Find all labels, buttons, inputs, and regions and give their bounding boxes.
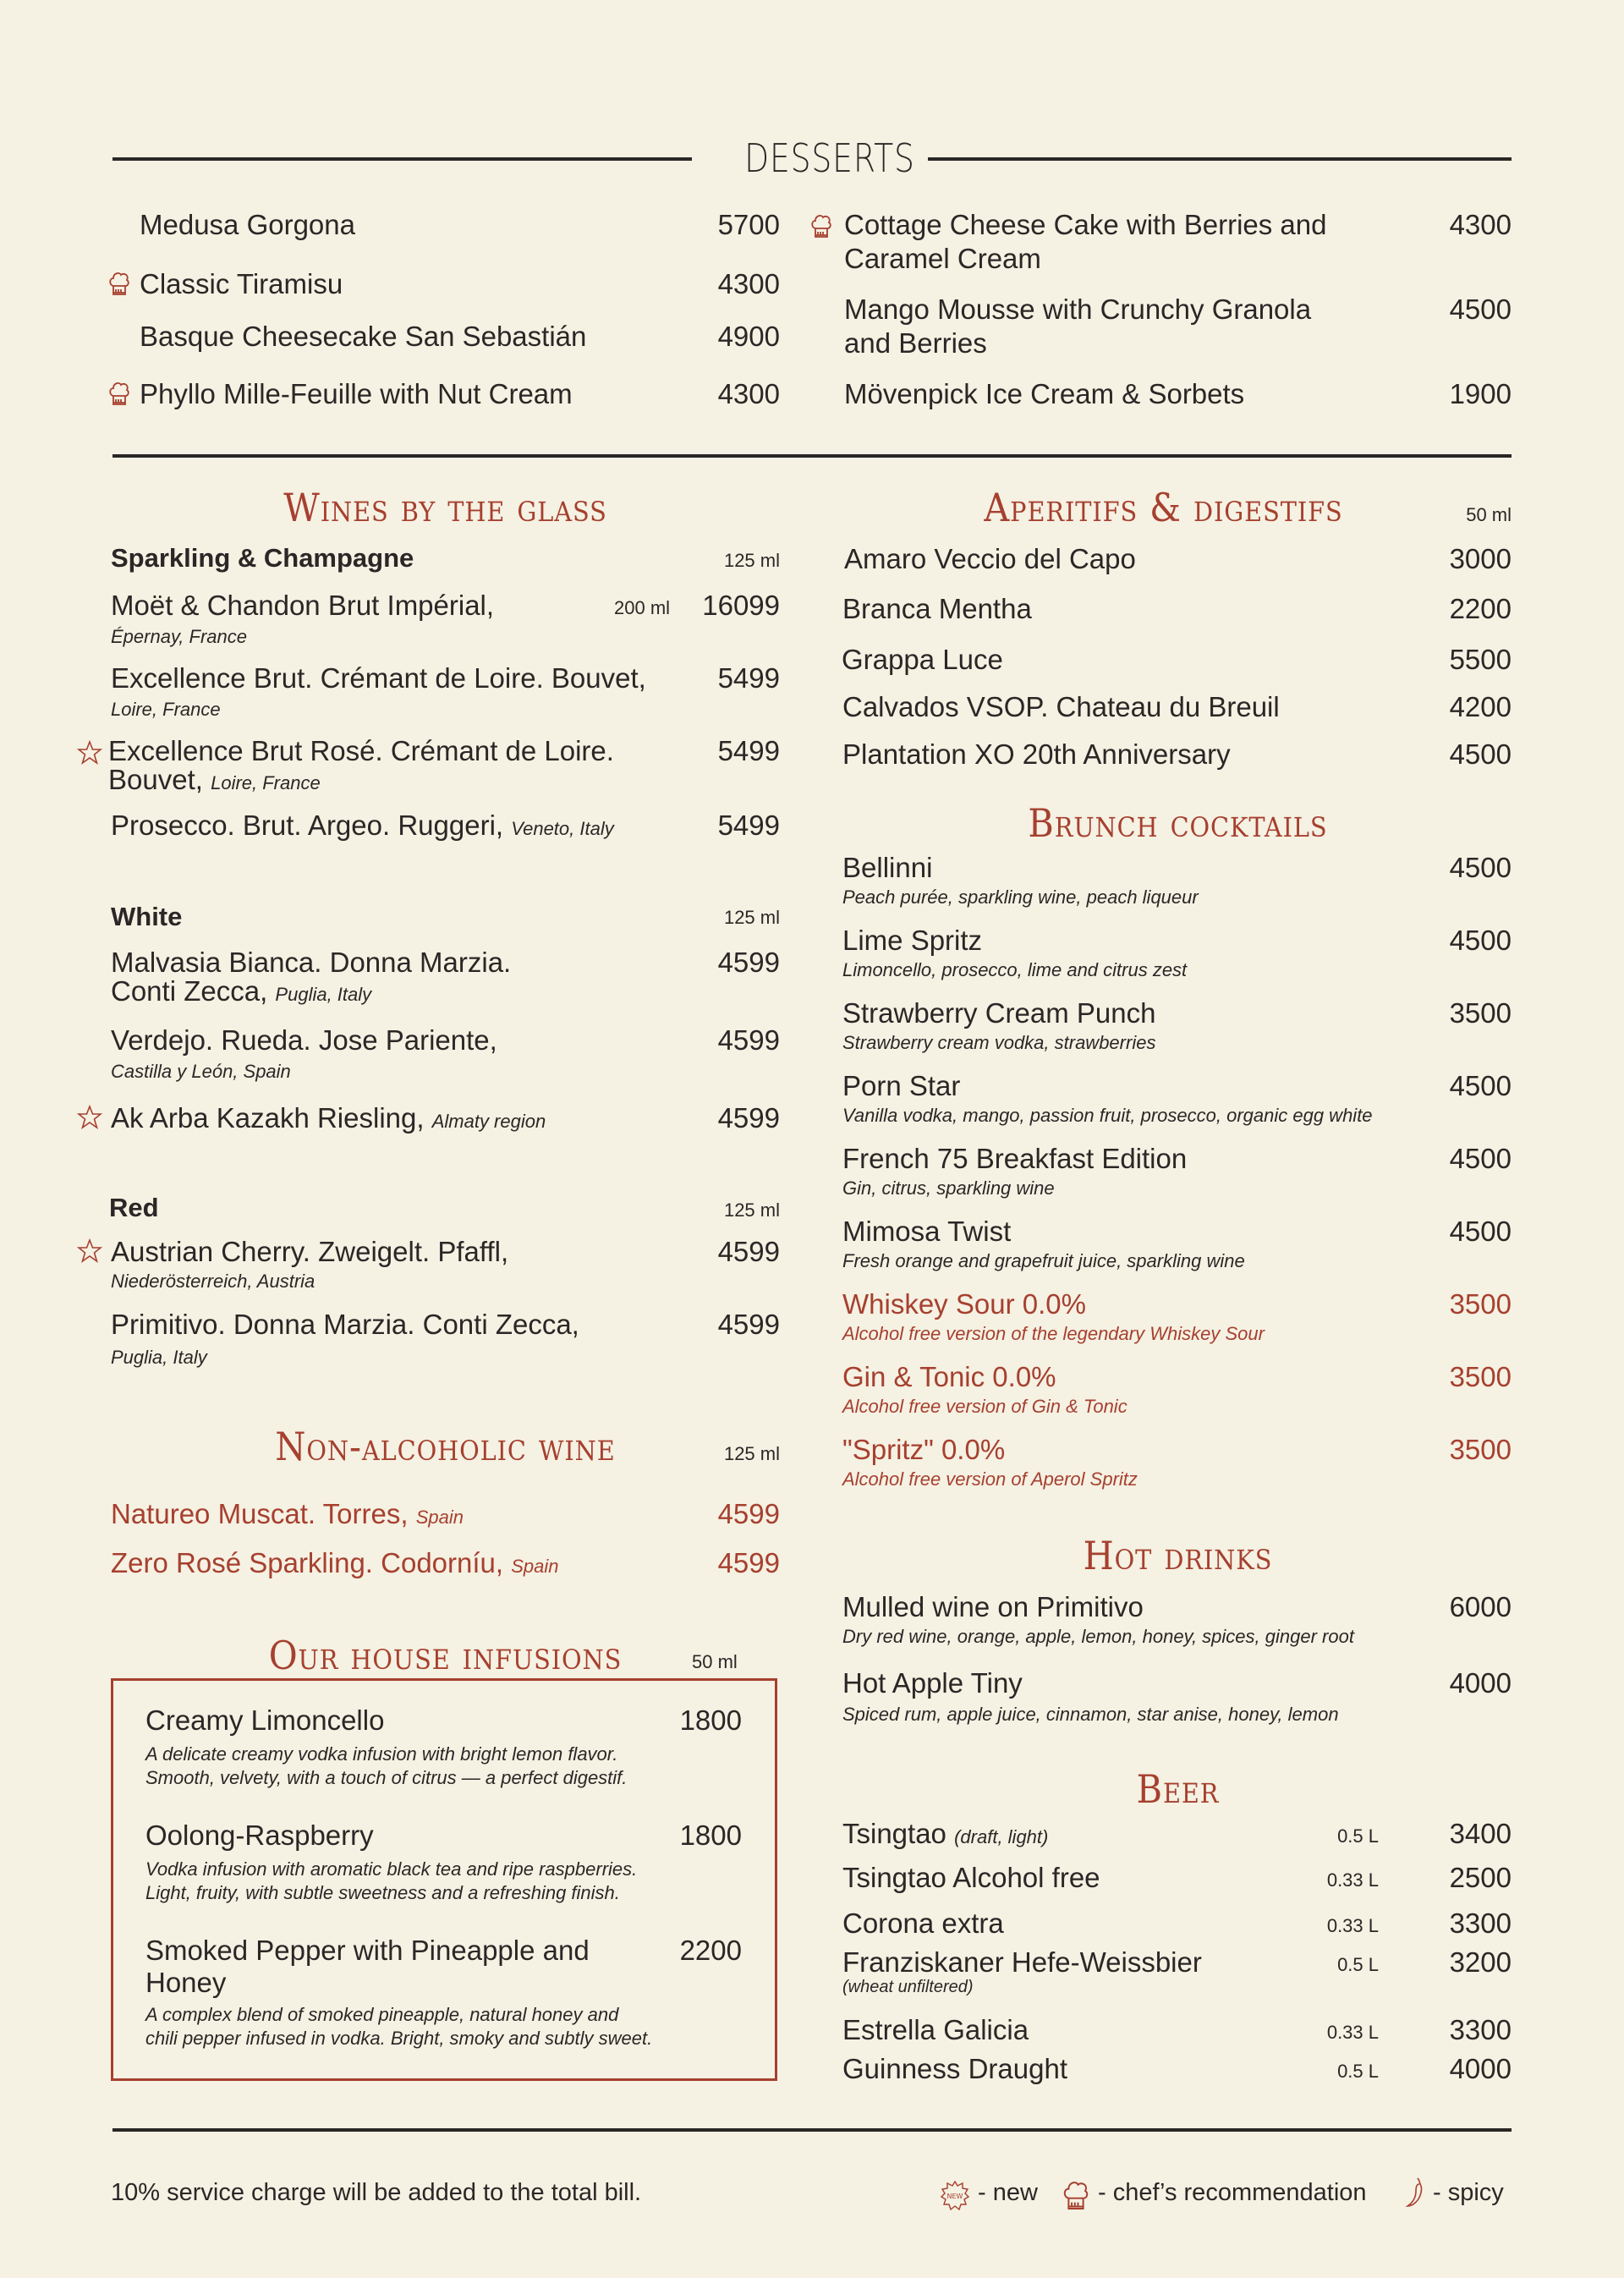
cocktail-desc: Alcohol free version of Gin & Tonic [842, 1396, 1127, 1417]
dessert-name-line2: Caramel Cream [844, 243, 1041, 274]
cocktail-desc: Peach purée, sparkling wine, peach liqueur [842, 886, 1199, 908]
infusion-desc: A complex blend of smoked pineapple, natural honey and [145, 2004, 619, 2025]
non-alcoholic-volume: 125 ml [723, 1443, 780, 1464]
aperitif-price: 4500 [1449, 738, 1512, 770]
hot-drink-name: Hot Apple Tiny [842, 1667, 1023, 1699]
white-heading: White [111, 902, 183, 931]
wine-name: Austrian Cherry. Zweigelt. Pfaffl, [111, 1236, 509, 1267]
wine-name-line2-text: Bouvet, [108, 764, 203, 795]
beer-note: (wheat unfiltered) [842, 1978, 974, 1996]
beer-note: (draft, light) [954, 1826, 1049, 1847]
wine-name-line2 [108, 765, 321, 799]
cocktail-desc: Alcohol free version of Aperol Spritz [842, 1468, 1138, 1490]
cocktail-price: 3500 [1449, 997, 1512, 1029]
cocktail-name: "Spritz" 0.0% [842, 1434, 1006, 1465]
beer-volume: 0.33 L [1326, 1915, 1379, 1936]
wine-name: Excellence Brut. Crémant de Loire. Bouvet, [111, 662, 646, 694]
hot-drinks-title: Hot drinks [1083, 1533, 1273, 1578]
dessert-name: Mövenpick Ice Cream & Sorbets [844, 378, 1245, 409]
footer-divider [112, 2128, 1512, 2132]
wine-region: Épernay, France [111, 626, 248, 647]
wine-price: 4599 [717, 1024, 780, 1056]
svg-text:NEW: NEW [946, 2193, 963, 2200]
desserts-rule-left [112, 157, 692, 161]
red-volume: 125 ml [723, 1199, 780, 1221]
infusion-desc: Light, fruity, with subtle sweetness and a refreshing finish. [145, 1882, 620, 1903]
wine-price: 5499 [717, 662, 780, 694]
dessert-name-line2: and Berries [844, 327, 987, 359]
non-alcoholic-wine-title: Non-alcoholic wine [275, 1424, 616, 1469]
hot-drink-price: 4000 [1449, 1667, 1512, 1699]
aperitif-name: Amaro Veccio del Capo [844, 543, 1136, 574]
wine-region: Loire, France [111, 699, 221, 720]
aperitif-price: 2200 [1449, 593, 1512, 624]
desserts-rule-right [928, 157, 1512, 161]
wine-price: 16099 [702, 590, 780, 621]
beer-title: Beer [1136, 1766, 1220, 1812]
beer-volume: 0.33 L [1326, 2022, 1379, 2043]
chili-pepper-icon [1404, 2177, 1428, 2215]
infusion-desc: Vodka infusion with aromatic black tea and ripe raspberries. [145, 1858, 638, 1880]
legend-spicy-label: - spicy [1433, 2179, 1504, 2206]
cocktail-name: Strawberry Cream Punch [842, 997, 1156, 1029]
wine-price: 4599 [717, 1547, 780, 1578]
chef-hat-icon [1062, 2179, 1089, 2215]
cocktail-price: 4500 [1449, 852, 1512, 883]
infusion-name: Smoked Pepper with Pineapple and [145, 1935, 590, 1966]
wine-region: Spain [511, 1556, 559, 1577]
dessert-name: Classic Tiramisu [140, 268, 343, 299]
beer-price: 4000 [1449, 2053, 1512, 2084]
white-volume: 125 ml [723, 907, 780, 928]
service-charge-note: 10% service charge will be added to the total bill. [111, 2179, 642, 2206]
cocktail-price: 3500 [1449, 1434, 1512, 1465]
cocktail-name: Bellinni [842, 852, 933, 883]
wine-region: Veneto, Italy [511, 818, 614, 839]
infusion-price: 1800 [679, 1704, 742, 1736]
wine-name-line2-text: Conti Zecca, [111, 975, 268, 1007]
beer-name: Guinness Draught [842, 2053, 1067, 2084]
desserts-title: DESSERTS [744, 135, 915, 181]
cocktail-price: 4500 [1449, 1216, 1512, 1247]
sparkling-heading: Sparkling & Champagne [111, 543, 414, 573]
sparkling-volume: 125 ml [723, 550, 780, 571]
aperitif-price: 4200 [1449, 691, 1512, 722]
legend-chef-label: - chef’s recommendation [1098, 2179, 1367, 2206]
beer-price: 3400 [1449, 1818, 1512, 1849]
hot-drink-name: Mulled wine on Primitivo [842, 1591, 1144, 1622]
aperitif-name: Grappa Luce [842, 644, 1003, 675]
dessert-name: Phyllo Mille-Feuille with Nut Cream [140, 378, 573, 409]
beer-volume: 0.5 L [1337, 2061, 1379, 2082]
aperitifs-volume: 50 ml [1466, 504, 1512, 525]
cocktail-desc: Strawberry cream vodka, strawberries [842, 1032, 1156, 1053]
beer-name: Tsingtao Alcohol free [842, 1862, 1100, 1893]
dessert-price: 5700 [717, 209, 780, 240]
infusion-name-line2: Honey [145, 1967, 227, 1998]
cocktail-price: 3500 [1449, 1288, 1512, 1320]
wine-region: Castilla y León, Spain [111, 1061, 291, 1082]
new-badge-icon [941, 2181, 969, 2215]
infusion-name: Creamy Limoncello [145, 1704, 385, 1736]
wine-name: Moët & Chandon Brut Impérial, [111, 590, 495, 621]
beer-name [842, 1819, 1048, 1853]
dessert-price: 4300 [717, 378, 780, 409]
infusion-desc: A delicate creamy vodka infusion with bright lemon flavor. [145, 1743, 618, 1765]
beer-price: 3300 [1449, 1907, 1512, 1939]
wine-region: Spain [415, 1507, 464, 1528]
aperitif-name: Plantation XO 20th Anniversary [842, 738, 1231, 770]
cocktail-price: 4500 [1449, 1143, 1512, 1174]
chef-hat-icon [108, 381, 130, 410]
infusion-desc: Smooth, velvety, with a touch of citrus — a perfect digestif. [145, 1767, 628, 1788]
star-icon [77, 1105, 102, 1134]
beer-volume: 0.33 L [1326, 1869, 1379, 1891]
wine-price: 4599 [717, 947, 780, 978]
cocktail-price: 4500 [1449, 925, 1512, 956]
cocktail-name: Whiskey Sour 0.0% [842, 1288, 1086, 1320]
beer-price: 2500 [1449, 1862, 1512, 1893]
cocktail-price: 4500 [1449, 1070, 1512, 1101]
dessert-price: 4300 [717, 268, 780, 299]
beer-price: 3300 [1449, 2014, 1512, 2045]
wine-name-text: Natureo Muscat. Torres, [111, 1498, 409, 1529]
wine-name [111, 1103, 546, 1137]
wine-price: 4599 [717, 1236, 780, 1267]
wine-region: Puglia, Italy [111, 1347, 207, 1368]
dessert-price: 1900 [1449, 378, 1512, 409]
wine-price: 4599 [717, 1498, 780, 1529]
wine-name-text: Ak Arba Kazakh Riesling, [111, 1102, 425, 1134]
aperitif-price: 5500 [1449, 644, 1512, 675]
beer-name: Franziskaner Hefe-Weissbier [842, 1946, 1202, 1978]
brunch-title: Brunch cocktails [1028, 800, 1328, 846]
infusion-price: 2200 [679, 1935, 742, 1966]
infusion-price: 1800 [679, 1820, 742, 1851]
aperitif-name: Calvados VSOP. Chateau du Breuil [842, 691, 1280, 722]
beer-name-text: Tsingtao [842, 1818, 946, 1849]
wine-name: Verdejo. Rueda. Jose Pariente, [111, 1024, 497, 1056]
beer-volume: 0.5 L [1337, 1825, 1379, 1847]
wine-volume: 200 ml [614, 597, 671, 618]
dessert-name: Basque Cheesecake San Sebastián [140, 321, 587, 352]
wine-price: 5499 [717, 810, 780, 841]
cocktail-desc: Gin, citrus, sparkling wine [842, 1177, 1055, 1199]
chef-hat-icon [810, 213, 832, 243]
aperitif-name: Branca Mentha [842, 593, 1032, 624]
infusion-name: Oolong-Raspberry [145, 1820, 374, 1851]
hot-drink-desc: Spiced rum, apple juice, cinnamon, star anise, honey, lemon [842, 1704, 1339, 1725]
beer-name: Corona extra [842, 1907, 1004, 1939]
wine-price: 5499 [717, 735, 780, 766]
star-icon [77, 740, 102, 770]
wine-name-text: Prosecco. Brut. Argeo. Ruggeri, [111, 810, 504, 841]
cocktail-desc: Vanilla vodka, mango, passion fruit, prosecco, organic egg white [842, 1105, 1373, 1126]
cocktail-name: Lime Spritz [842, 925, 983, 956]
dessert-name: Mango Mousse with Crunchy Granola [844, 294, 1312, 325]
wine-name: Excellence Brut Rosé. Crémant de Loire. [108, 735, 614, 766]
infusion-desc: chili pepper infused in vodka. Bright, smoky and subtly sweet. [145, 2028, 653, 2049]
dessert-price: 4900 [717, 321, 780, 352]
wine-price: 4599 [717, 1102, 780, 1134]
star-icon [77, 1238, 102, 1268]
wine-name [111, 810, 614, 844]
cocktail-name: Porn Star [842, 1070, 961, 1101]
wine-region: Niederösterreich, Austria [111, 1271, 315, 1292]
dessert-name: Cottage Cheese Cake with Berries and [844, 209, 1327, 240]
cocktail-price: 3500 [1449, 1361, 1512, 1392]
wine-name-text: Zero Rosé Sparkling. Codorníu, [111, 1547, 504, 1578]
legend-new-label: - new [978, 2179, 1038, 2206]
aperitifs-title: Aperitifs & digestifs [984, 485, 1343, 530]
section-divider [112, 454, 1512, 458]
wine-name [111, 1499, 464, 1533]
cocktail-desc: Alcohol free version of the legendary Whiskey Sour [842, 1323, 1265, 1344]
wine-name [111, 1548, 559, 1582]
infusions-volume: 50 ml [692, 1651, 738, 1672]
beer-volume: 0.5 L [1337, 1954, 1379, 1975]
hot-drink-desc: Dry red wine, orange, apple, lemon, honey, spices, ginger root [842, 1626, 1354, 1647]
infusions-title: Our house infusions [268, 1633, 623, 1678]
hot-drink-price: 6000 [1449, 1591, 1512, 1622]
wine-name: Primitivo. Donna Marzia. Conti Zecca, [111, 1309, 579, 1340]
aperitif-price: 3000 [1449, 543, 1512, 574]
dessert-name: Medusa Gorgona [140, 209, 355, 240]
dessert-price: 4500 [1449, 294, 1512, 325]
wine-region: Puglia, Italy [275, 984, 372, 1005]
cocktail-name: Mimosa Twist [842, 1216, 1012, 1247]
cocktail-name: Gin & Tonic 0.0% [842, 1361, 1056, 1392]
cocktail-name: French 75 Breakfast Edition [842, 1143, 1188, 1174]
red-heading: Red [109, 1193, 159, 1222]
wine-region: Almaty region [431, 1111, 546, 1132]
beer-name: Estrella Galicia [842, 2014, 1029, 2045]
wine-region: Loire, France [211, 772, 321, 793]
beer-price: 3200 [1449, 1946, 1512, 1978]
cocktail-desc: Fresh orange and grapefruit juice, sparkling wine [842, 1250, 1245, 1271]
cocktail-desc: Limoncello, prosecco, lime and citrus zest [842, 959, 1188, 980]
chef-hat-icon [108, 271, 130, 300]
dessert-price: 4300 [1449, 209, 1512, 240]
wine-price: 4599 [717, 1309, 780, 1340]
wine-name-line2 [111, 976, 371, 1010]
wines-title: Wines by the glass [283, 485, 607, 530]
wine-name: Malvasia Bianca. Donna Marzia. [111, 947, 512, 978]
